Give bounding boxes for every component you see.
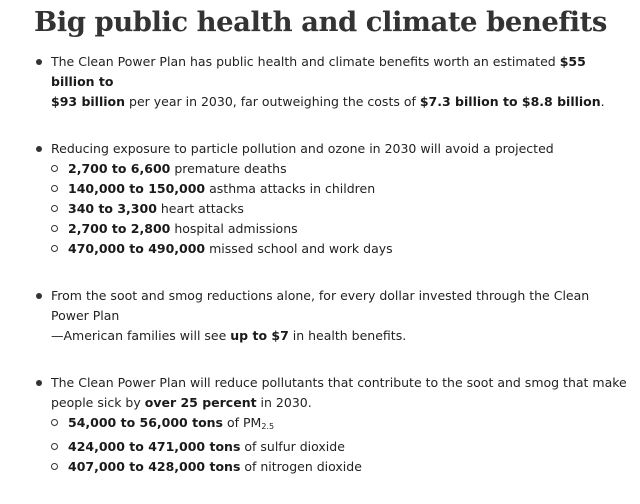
sublist-health-outcomes [51, 159, 630, 259]
circle-bullet-icon [51, 443, 58, 450]
circle-bullet-icon [51, 185, 58, 192]
sublist-item: 470,000 to 490,000 missed school and work days [51, 239, 630, 259]
sublist-item: 2,700 to 6,600 premature deaths [51, 159, 630, 179]
bullet-icon [36, 293, 42, 299]
item-line: people sick by over 25 percent in 2030. [51, 395, 312, 410]
circle-bullet-icon [51, 165, 58, 172]
item-line: From the soot and smog reductions alone, for every dollar invested through the Clean Power Plan [51, 288, 590, 323]
item-line: The Clean Power Plan will reduce pollutants that contribute to the soot and smog that make [51, 375, 627, 390]
circle-bullet-icon [51, 463, 58, 470]
list-item-dollar-return [0, 286, 640, 346]
sublist-item: 340 to 3,300 heart attacks [51, 199, 630, 219]
circle-bullet-icon [51, 205, 58, 212]
bullet-icon [36, 59, 42, 65]
bullet-icon [36, 146, 42, 152]
circle-bullet-icon [51, 419, 58, 426]
sublist-pollutants [51, 413, 630, 477]
benefits-list [0, 52, 640, 504]
list-item-avoided-outcomes [0, 139, 640, 259]
item-line: $93 billion per year in 2030, far outweighing the costs of $7.3 billion to $8.8 billion. [51, 94, 605, 109]
list-item-benefits-value [0, 52, 640, 112]
sublist-item: 140,000 to 150,000 asthma attacks in children [51, 179, 630, 199]
sublist-item: 2,700 to 2,800 hospital admissions [51, 219, 630, 239]
item-line: —American families will see up to $7 in health benefits. [51, 328, 407, 343]
sublist-item: 54,000 to 56,000 tons of $PM_{2.5}$ [51, 413, 630, 437]
item-line: The Clean Power Plan has public health and climate benefits worth an estimated $55 billion to [51, 54, 586, 89]
sublist-item: 424,000 to 471,000 tons of sulfur dioxide [51, 437, 630, 457]
list-item-pollutant-reduction [0, 373, 640, 477]
sublist-item: 407,000 to 428,000 tons of nitrogen dioxide [51, 457, 630, 477]
item-line: Reducing exposure to particle pollution and ozone in 2030 will avoid a projected [51, 141, 554, 156]
circle-bullet-icon [51, 245, 58, 252]
bullet-icon [36, 380, 42, 386]
circle-bullet-icon [51, 225, 58, 232]
section-heading: Big public health and climate benefits [34, 6, 607, 38]
